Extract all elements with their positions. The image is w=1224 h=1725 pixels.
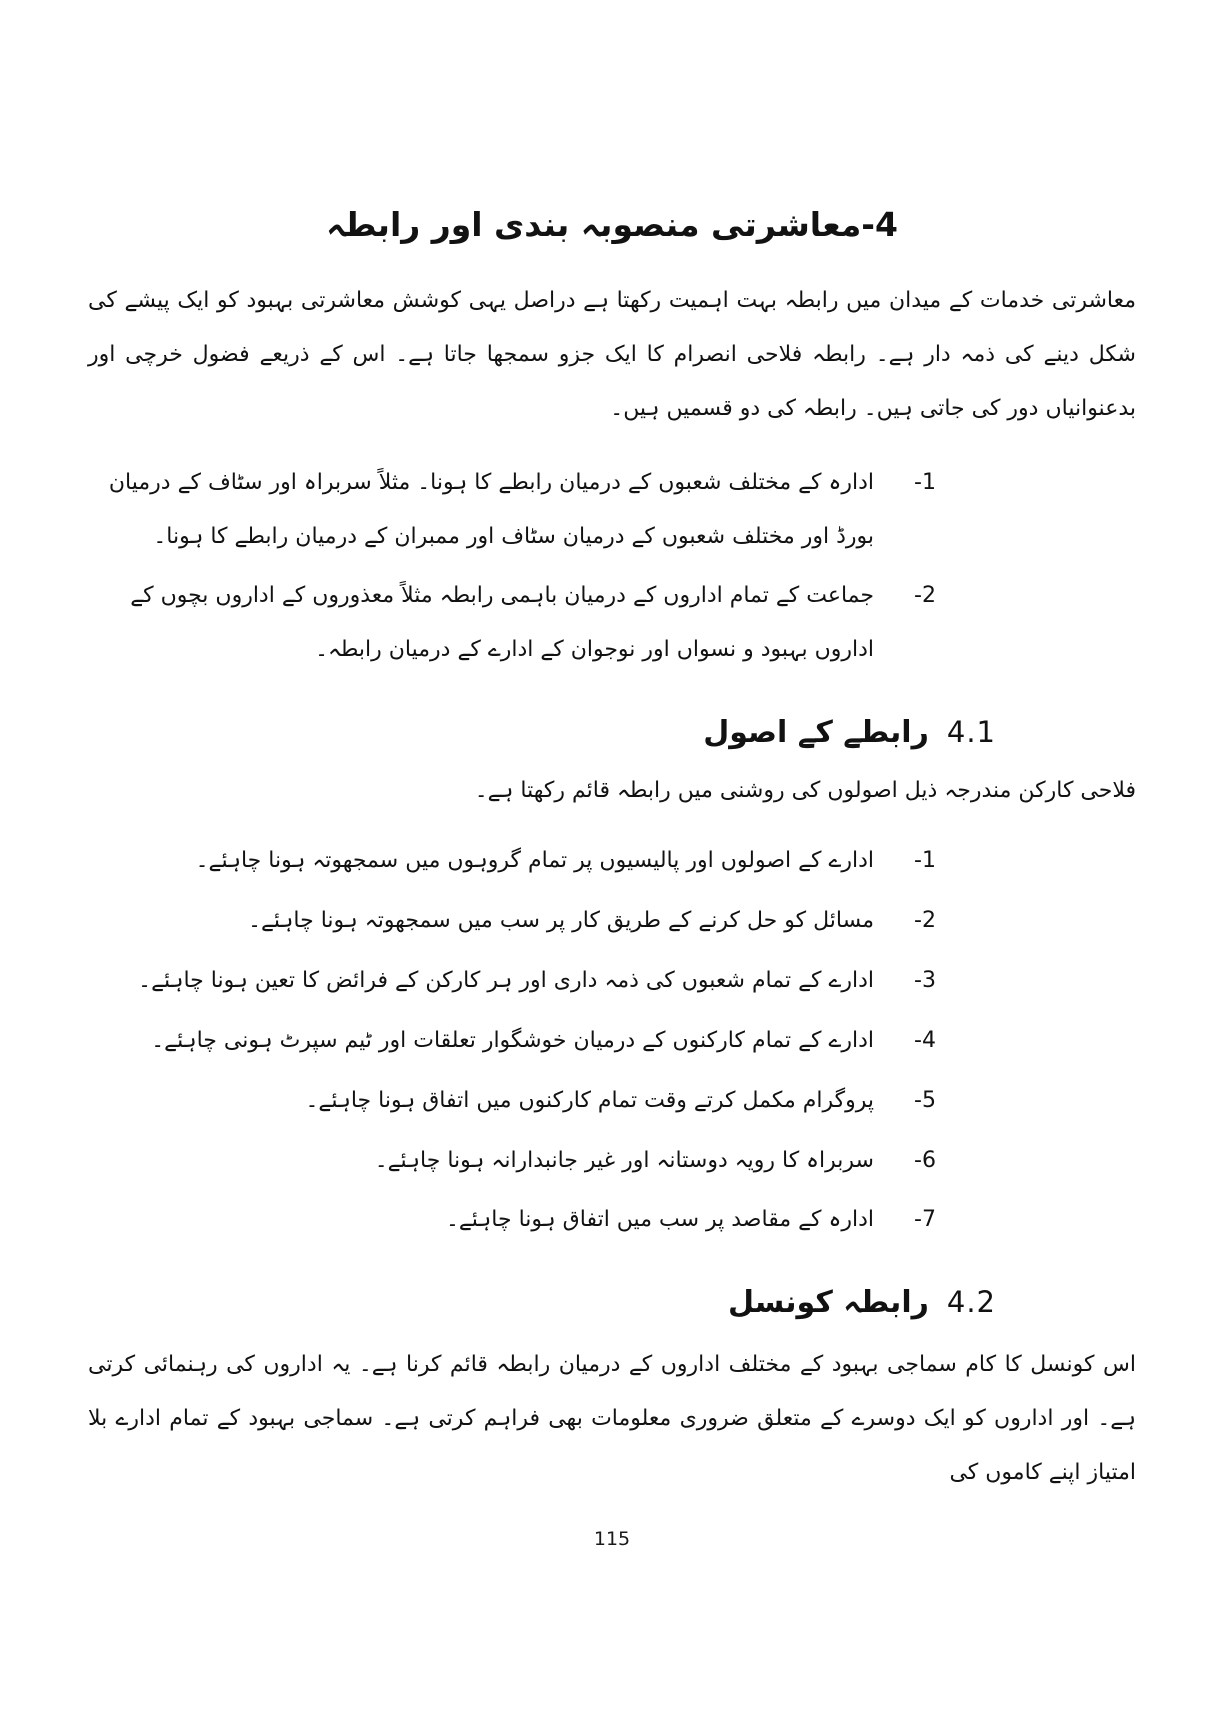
list-item: [88, 954, 1136, 1008]
list-item-number: 4-: [914, 1027, 936, 1053]
section-title: رابطے کے اصول: [703, 715, 929, 751]
list-item-text: ادارے کے اصولوں اور پالیسیوں پر تمام گروہوں میں سمجھوتہ ہونا چاہئے۔: [195, 848, 874, 874]
list-item-number: 3-: [914, 967, 936, 993]
list-item-number: 1-: [914, 848, 936, 874]
list-item: [88, 1014, 1136, 1068]
chapter-title: 4-معاشرتی منصوبہ بندی اور رابطہ: [326, 205, 898, 244]
principles-lead-paragraph: فلاحی کارکن مندرجہ ذیل اصولوں کی روشنی میں رابطہ قائم رکھتا ہے۔: [474, 778, 1136, 804]
section-number: 4.2: [946, 1285, 996, 1320]
list-item: [88, 1193, 1136, 1247]
list-item-text: ادارہ کے مختلف شعبوں کے درمیان رابطے کا ہونا۔ مثلاً سربراہ اور سٹاف کے درمیان بورڈ اور مختلف شعبوں کے درمیان سٹاف اور ممبران کے درمیان رابطے کا ہونا۔: [108, 469, 874, 549]
list-item-text: پروگرام مکمل کرتے وقت تمام کارکنوں میں اتفاق ہونا چاہئے۔: [305, 1087, 874, 1113]
section-number: 4.1: [946, 715, 996, 750]
section-heading-4-1: [88, 715, 996, 750]
coordination-types-list: [88, 450, 1136, 684]
principles-list: [88, 828, 1136, 1253]
list-item-text: مسائل کو حل کرنے کے طریق کار پر سب میں سمجھوتہ ہونا چاہئے۔: [248, 908, 874, 934]
list-item-number: 1-: [914, 469, 936, 495]
list-item: [88, 1134, 1136, 1188]
section-title: رابطہ کونسل: [727, 1285, 929, 1321]
list-item: [88, 1074, 1136, 1128]
list-item-number: 2-: [914, 583, 936, 609]
list-item-number: 7-: [914, 1207, 936, 1233]
list-item: [88, 834, 1136, 888]
list-item-number: 2-: [914, 908, 936, 934]
list-item-number: 6-: [914, 1147, 936, 1173]
list-item-text: ادارے کے تمام کارکنوں کے درمیان خوشگوار تعلقات اور ٹیم سپرٹ ہونی چاہئے۔: [151, 1027, 874, 1053]
list-item: [88, 569, 1136, 677]
list-item-text: جماعت کے تمام اداروں کے درمیان باہمی رابطہ مثلاً معذوروں کے اداروں بچوں کے اداروں بہبود و نسواں اور نوجوان کے ادارے کے درمیان رابطہ۔: [130, 583, 874, 663]
list-item-number: 5-: [914, 1087, 936, 1113]
section-heading-4-2: [88, 1285, 996, 1320]
list-item-text: سربراہ کا رویہ دوستانہ اور غیر جانبدارانہ ہونا چاہئے۔: [374, 1147, 874, 1173]
page-number: 115: [593, 1528, 631, 1551]
intro-paragraph: معاشرتی خدمات کے میدان میں رابطہ بہت اہمیت رکھتا ہے دراصل یہی کوشش معاشرتی بہبود کو ایک پیشے کی شکل دینے کی ذمہ دار ہے۔ رابطہ فلاحی انصرام کا ایک جزو سمجھا جاتا ہے۔ اس کے ذریعے فضول خرچی اور بدعنوانیاں دور کی جاتی ہیں۔ رابطہ کی دو قسمیں ہیں۔: [88, 288, 1136, 421]
list-item: [88, 456, 1136, 564]
council-paragraph: اس کونسل کا کام سماجی بہبود کے مختلف اداروں کے درمیان رابطہ قائم کرنا ہے۔ یہ اداروں کی رہنمائی کرتی ہے۔ اور اداروں کو ایک دوسرے کے متعلق ضروری معلومات بھی فراہم کرتی ہے۔ سماجی بہبود کے تمام ادارے بلا امتیاز اپنے کاموں کی: [88, 1352, 1136, 1486]
list-item: [88, 894, 1136, 948]
list-item-text: ادارے کے تمام شعبوں کی ذمہ داری اور ہر کارکن کے فرائض کا تعین ہونا چاہئے۔: [138, 967, 874, 993]
list-item-text: ادارہ کے مقاصد پر سب میں اتفاق ہونا چاہئے۔: [446, 1207, 874, 1233]
